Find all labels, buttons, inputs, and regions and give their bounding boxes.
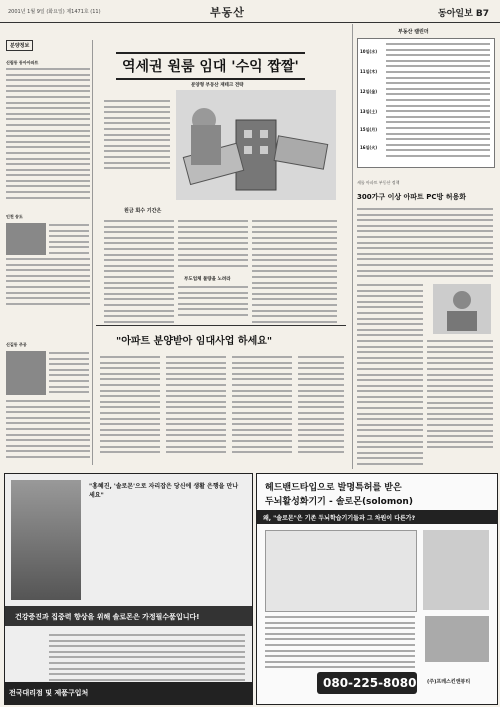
ad-left-body (49, 634, 245, 684)
ad-article-col-4 (298, 356, 344, 457)
body-col-2 (178, 220, 248, 270)
body-col-3 (252, 220, 337, 326)
box-title: 분양정보 (6, 40, 33, 51)
ad-article-col-3 (232, 356, 292, 457)
subtitle-1: 원금 회수 기간은 (124, 208, 162, 214)
ad-article (96, 325, 346, 466)
ad-right (256, 473, 498, 705)
right-body-2 (357, 284, 423, 469)
ad-right-company: (주)프레스킨앤뷰티 (427, 679, 471, 685)
calendar-date-2: 11일(木) (360, 69, 378, 74)
calendar-box (357, 38, 495, 168)
item-heading-2: 인천 송도 (6, 214, 23, 219)
ad-left-quote: "홍혜진, '솔로몬'으로 자리잡은 당신에 생활 은행을 만나세요" (89, 483, 239, 499)
right-headline: 300가구 이상 아파트 PC방 허용화 (357, 193, 467, 201)
money-illustration (176, 90, 336, 200)
date-line: 2001년 1월 9일 (화요일) 제1471호 (11) (8, 9, 101, 15)
ad-left-photo (11, 480, 81, 600)
subtitle-2: 부도업체 물량을 노려라 (184, 277, 231, 282)
lead-text (104, 100, 170, 173)
item-heading-3: 신길동 주공 (6, 342, 27, 347)
body-col-1 (104, 220, 174, 326)
right-body-1 (357, 208, 493, 281)
apartment-photo (6, 351, 46, 395)
right-tagline: 새롭 아파트 부동산 정책 (357, 180, 400, 185)
paper-name: 동아일보 B7 (438, 9, 490, 19)
page-number: B7 (475, 9, 490, 19)
ad-right-device-photo (423, 530, 489, 610)
calendar-date-3: 12일(金) (360, 89, 378, 94)
subheadline: 분양형 부동산 재테크 전략 (191, 83, 244, 88)
ad-right-person-photo (425, 616, 489, 662)
ad-article-col-1 (100, 356, 160, 457)
ad-article-col-2 (166, 356, 226, 457)
ad-left-banner-text: 건강증진과 집중력 향상을 위해 솔로몬은 가정필수품입니다! (15, 613, 200, 621)
main-article (96, 24, 346, 324)
ad-article-headline: "아파트 분양받아 임대사업 하세요" (116, 336, 273, 347)
item-heading-1: 신림동 동아아파트 (6, 60, 39, 65)
calendar-date-4: 13일(土) (360, 109, 378, 114)
ad-right-diagram (265, 530, 417, 612)
ad-right-phone: 080-225-8080 (323, 676, 417, 690)
calendar-date-6: 16일(火) (360, 145, 378, 150)
ad-right-body (265, 616, 415, 672)
ad-left-footer-text: 전국대리점 및 제품구입처 (9, 689, 89, 697)
item-text-2 (49, 224, 89, 258)
building-photo (6, 223, 46, 255)
item-text-3b (6, 400, 90, 462)
ad-left (4, 473, 253, 705)
ad-right-headline: 헤드밴드타입으로 발명특허를 받은 (265, 483, 402, 493)
section-title: 부동산 (210, 6, 245, 19)
calendar-date-5: 15일(月) (360, 127, 378, 132)
ad-right-subheadline: 두뇌활성화기기 - 솔로몬(solomon) (265, 497, 413, 507)
headline: 역세권 원룸 임대 '수익 짭짤' (116, 52, 305, 80)
right-column (352, 24, 497, 469)
pc-room-illustration (433, 284, 491, 334)
calendar-date-1: 10일(水) (360, 49, 378, 54)
item-text-1 (6, 68, 90, 202)
item-text-3 (49, 352, 89, 397)
calendar-title: 부동산 캘린더 (398, 29, 429, 35)
right-body-3 (427, 340, 493, 452)
body-col-2b (178, 286, 248, 320)
left-column (4, 40, 93, 465)
ad-right-banner-text: 왜, "솔로몬"은 기존 두뇌학습기기들과 그 차원이 다른가? (263, 515, 416, 522)
calendar-entries (386, 43, 490, 160)
item-text-2b (6, 258, 90, 308)
